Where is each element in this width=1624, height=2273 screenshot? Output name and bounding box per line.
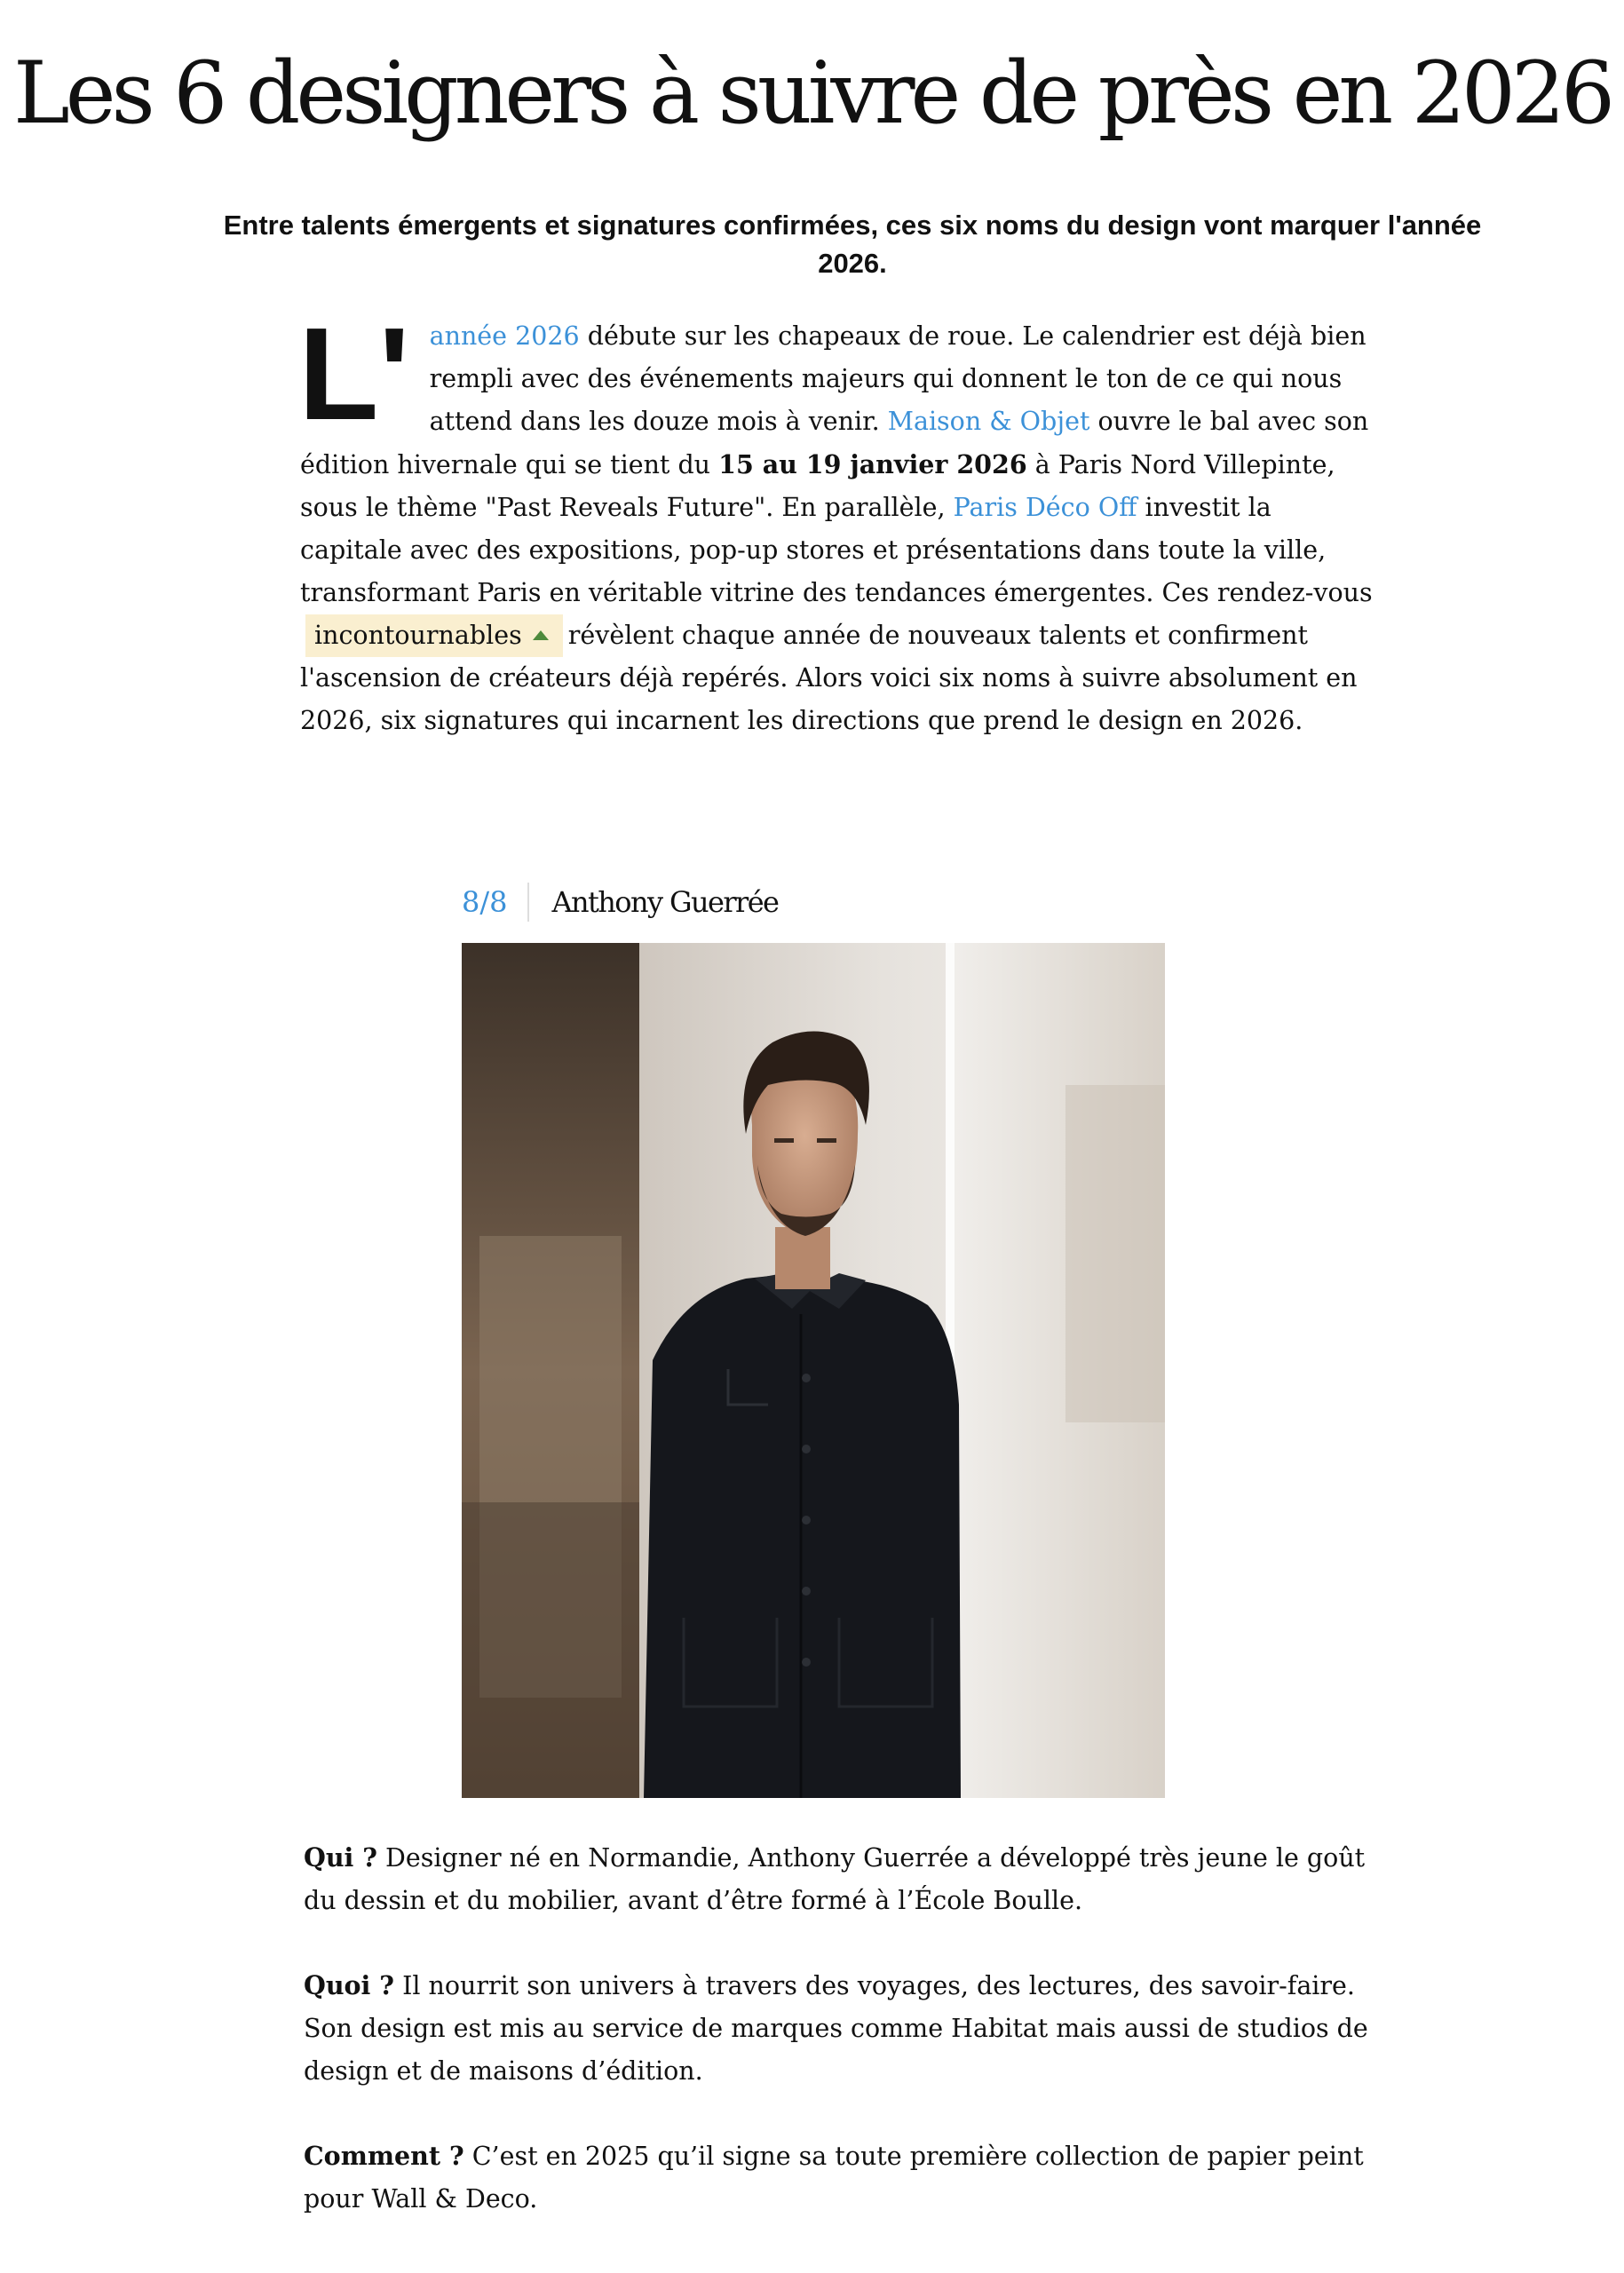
- highlight-label: incontournables: [314, 621, 522, 650]
- highlight-incontournables[interactable]: [305, 614, 563, 657]
- intro-paragraph: [298, 301, 1374, 742]
- detail-comment: [304, 2134, 1387, 2221]
- intro-text-2: ouvre le bal avec son édition hivernale qui se tient du: [300, 407, 1369, 479]
- slide-designer-name: Anthony Guerrée: [551, 885, 779, 919]
- designer-portrait-photo[interactable]: [462, 943, 1165, 1798]
- drop-cap: L': [298, 301, 410, 447]
- comment-text: C’est en 2025 qu’il signe sa toute première collection de papier peint pour Wall & Deco.: [304, 2142, 1364, 2214]
- qui-label: Qui ?: [304, 1842, 377, 1873]
- link-paris-deco-off[interactable]: Paris Déco Off: [953, 493, 1137, 522]
- comment-label: Comment ?: [304, 2141, 464, 2171]
- quoi-text: Il nourrit son univers à travers des voyages, des lectures, des savoir-faire. Son design est mis au service de marques comme Habitat mais aussi de studios de design et de maisons d’édition.: [304, 1971, 1368, 2086]
- intro-text-5: révèlent chaque année de nouveaux talents et confirment l'ascension de créateurs déjà repérés. Alors voici six noms à suivre absolument en 2026, six signatures qui incarnent les directions que prend le design en 2026.: [300, 621, 1358, 735]
- triangle-up-icon: [533, 630, 549, 640]
- intro-text-4: investit la capitale avec des expositions, pop-up stores et présentations dans toute la ville, transformant Paris en véritable vitrine des tendances émergentes. Ces rendez-vous: [300, 493, 1373, 607]
- event-dates: 15 au 19 janvier 2026: [718, 449, 1027, 479]
- quoi-label: Quoi ?: [304, 1970, 395, 2000]
- article-subtitle: Entre talents émergents et signatures confirmées, ces six noms du design vont marquer l'année 2026.: [223, 210, 1482, 279]
- portrait-illustration: [462, 943, 1165, 1798]
- detail-qui: [304, 1836, 1387, 1922]
- qui-text: Designer né en Normandie, Anthony Guerrée a développé très jeune le goût du dessin et du mobilier, avant d’être formé à l’École Boulle.: [304, 1843, 1366, 1915]
- link-annee-2026[interactable]: année 2026: [429, 321, 580, 351]
- slide-counter: 8/8: [462, 885, 508, 919]
- detail-quoi: [304, 1964, 1387, 2093]
- intro-text-3: à Paris Nord Villepinte, sous le thème "Past Reveals Future". En parallèle,: [300, 450, 1335, 522]
- intro-text-1: débute sur les chapeaux de roue. Le calendrier est déjà bien rempli avec des événements majeurs qui donnent le ton de ce qui nous attend dans les douze mois à venir.: [429, 321, 1367, 436]
- article-title: Les 6 designers à suivre de près en 2026: [12, 44, 1612, 143]
- slideshow-header: [462, 879, 778, 925]
- link-maison-objet[interactable]: Maison & Objet: [887, 407, 1090, 436]
